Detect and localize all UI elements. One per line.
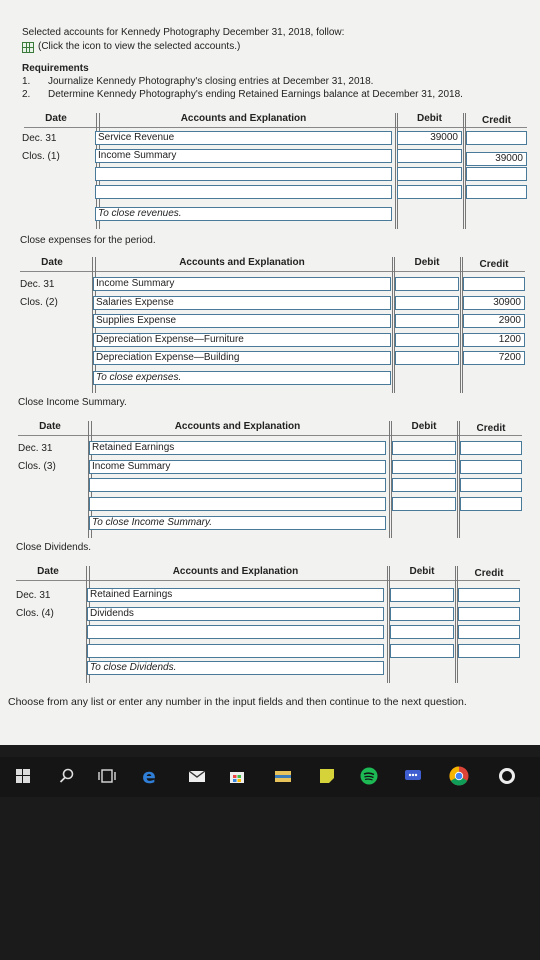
header-debit: Debit [409,566,435,577]
credit-input[interactable]: 1200 [463,333,525,347]
column-divider [463,113,464,229]
header-debit: Debit [414,257,440,268]
section-label: Close Dividends. [16,542,92,553]
credit-input[interactable]: 2900 [463,314,525,328]
account-select[interactable]: Income Summary [95,149,392,163]
debit-input[interactable] [395,351,459,365]
header-divider [18,435,522,436]
selected-accounts-link-row[interactable] [22,40,344,54]
debit-input[interactable] [390,588,454,602]
credit-input[interactable]: 30900 [463,296,525,310]
header-credit: Credit [474,568,504,579]
header-credit: Credit [479,259,509,270]
debit-input[interactable] [397,149,462,163]
account-select[interactable]: Income Summary [93,277,391,291]
settings-icon[interactable] [496,765,518,787]
credit-input[interactable] [463,277,525,291]
credit-input[interactable] [460,460,522,474]
file-explorer-icon[interactable] [272,765,294,787]
explanation-field: To close Dividends. [87,661,384,675]
explanation-field: To close revenues. [95,207,392,221]
sticky-notes-icon[interactable] [316,765,338,787]
account-select[interactable] [95,185,392,199]
intro [22,26,344,54]
credit-input[interactable] [466,185,527,199]
account-select[interactable] [87,625,384,639]
column-divider [387,566,388,683]
debit-input[interactable] [390,644,454,658]
header-accounts: Accounts and Explanation [179,257,305,268]
table-icon[interactable] [22,42,34,53]
account-select[interactable] [89,478,386,492]
chrome-icon[interactable] [448,765,470,787]
header-date: Date [41,257,63,268]
account-select[interactable]: Supplies Expense [93,314,391,328]
credit-input[interactable]: 7200 [463,351,525,365]
requirement-number: 1. [22,76,31,87]
windows-start-icon[interactable] [12,765,34,787]
entry-date: Dec. 31 [18,443,53,454]
entry-reference: Clos. (2) [20,297,58,308]
header-date: Date [37,566,59,577]
section-label: Close Income Summary. [18,397,127,408]
credit-input[interactable] [466,167,527,181]
explanation-field: To close Income Summary. [89,516,386,530]
header-date: Date [45,113,67,124]
section-label: Close expenses for the period. [20,235,156,246]
requirements-title: Requirements [22,63,89,74]
mail-icon[interactable] [186,765,208,787]
debit-input[interactable]: 39000 [397,131,462,145]
credit-input[interactable] [458,625,520,639]
account-select[interactable]: Retained Earnings [89,441,386,455]
debit-input[interactable] [390,625,454,639]
credit-input[interactable] [458,644,520,658]
header-accounts: Accounts and Explanation [172,566,299,577]
debit-input[interactable] [392,497,456,511]
intro-text: Selected accounts for Kennedy Photography December 31, 2018, follow: [22,27,345,38]
account-select[interactable]: Income Summary [89,460,386,474]
entry-date: Dec. 31 [16,590,51,601]
header-credit: Credit [476,423,506,434]
entry-reference: Clos. (1) [22,151,60,162]
credit-input[interactable] [466,131,527,145]
requirement-item [22,88,463,101]
credit-input[interactable] [460,497,522,511]
messaging-icon[interactable] [402,765,424,787]
credit-input[interactable] [460,478,522,492]
debit-input[interactable] [390,607,454,621]
debit-input[interactable] [395,277,459,291]
windows-taskbar [0,757,540,797]
selected-accounts-link[interactable]: (Click the icon to view the selected accounts.) [38,41,241,52]
entry-date: Dec. 31 [22,133,57,144]
debit-input[interactable] [392,460,456,474]
requirement-number: 2. [22,89,31,100]
account-select[interactable] [89,497,386,511]
header-debit: Debit [417,113,442,124]
entry-reference: Clos. (3) [18,461,56,472]
account-select[interactable] [87,644,384,658]
account-select[interactable]: Salaries Expense [93,296,391,310]
search-icon[interactable] [56,765,78,787]
task-view-icon[interactable] [96,765,118,787]
column-divider [457,421,458,538]
instructions: Choose from any list or enter any number in the input fields and then continue to the next question. [8,696,467,708]
column-divider [455,566,456,683]
column-divider [392,257,393,393]
debit-input[interactable] [397,167,462,181]
requirement-item [22,75,463,88]
header-accounts: Accounts and Explanation [180,113,307,124]
requirements [22,62,463,101]
credit-input[interactable] [458,607,520,621]
credit-input[interactable] [458,588,520,602]
account-select[interactable]: Retained Earnings [87,588,384,602]
header-debit: Debit [411,421,437,432]
edge-icon[interactable]: e [142,764,156,788]
debit-input[interactable] [395,314,459,328]
header-credit: Credit [482,115,511,126]
header-date: Date [39,421,61,432]
debit-input[interactable] [392,441,456,455]
debit-input[interactable] [397,185,462,199]
spotify-icon[interactable] [358,765,380,787]
store-icon[interactable] [226,765,248,787]
credit-input[interactable]: 39000 [466,152,527,166]
debit-input[interactable] [395,333,459,347]
entry-reference: Clos. (4) [16,608,54,619]
header-divider [16,580,520,581]
column-divider [460,257,461,393]
header-accounts: Accounts and Explanation [174,421,301,432]
entry-date: Dec. 31 [20,279,55,290]
column-divider [389,421,390,538]
account-select[interactable]: Depreciation Expense—Furniture [93,333,391,347]
account-select[interactable]: Service Revenue [95,131,392,145]
requirement-text: Journalize Kennedy Photography's closing entries at December 31, 2018. [48,76,374,87]
debit-input[interactable] [392,478,456,492]
account-select[interactable]: Depreciation Expense—Building [93,351,391,365]
requirement-text: Determine Kennedy Photography's ending Retained Earnings balance at December 31, 2018. [48,89,463,100]
explanation-field: To close expenses. [93,371,391,385]
column-divider [395,113,396,229]
account-select[interactable]: Dividends [87,607,384,621]
account-select[interactable] [95,167,392,181]
credit-input[interactable] [460,441,522,455]
debit-input[interactable] [395,296,459,310]
